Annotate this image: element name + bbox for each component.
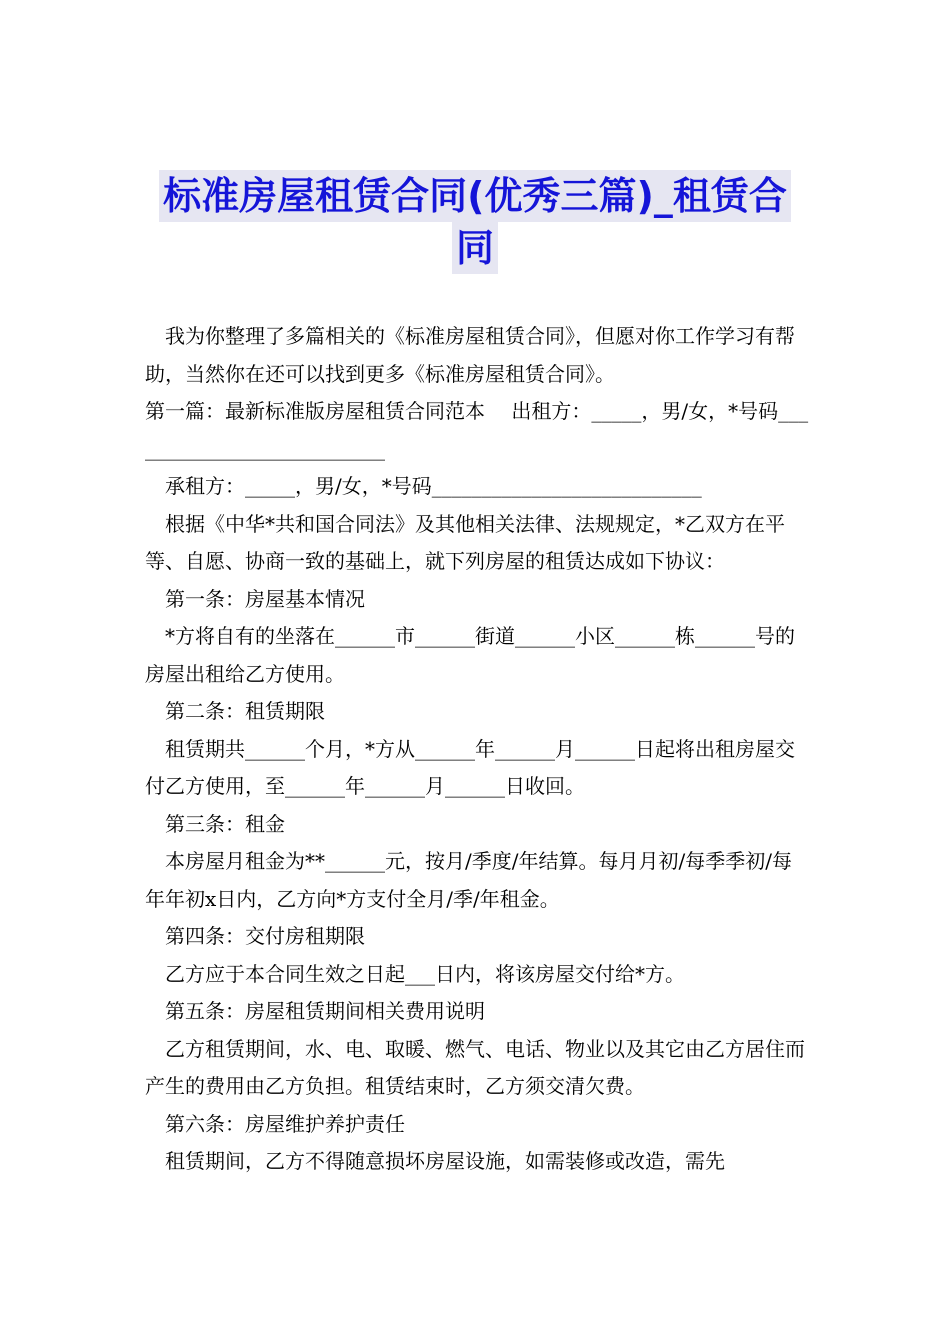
paragraph: 根据《中华*共和国合同法》及其他相关法律、法规规定，*乙双方在平等、自愿、协商一致的基础上，就下列房屋的租赁达成如下协议： — [145, 511, 785, 573]
title-line-2: 同 — [452, 222, 498, 274]
section-heading: 第一条：房屋基本情况 — [165, 586, 365, 611]
paragraph: 乙方租赁期间，水、电、取暖、燃气、电话、物业以及其它由乙方居住而产生的费用由乙方负担。租赁结束时，乙方须交清欠费。 — [145, 1036, 805, 1098]
document-body — [145, 318, 810, 1181]
paragraph: 第一篇：最新标准版房屋租赁合同范本 出租方：_____，男/女，*号码___________________________ — [145, 399, 809, 461]
document-title — [150, 170, 800, 274]
paragraph: 乙方应于本合同生效之日起___日内，将该房屋交付给*方。 — [165, 961, 685, 986]
paragraph: 我为你整理了多篇相关的《标准房屋租赁合同》，但愿对你工作学习有帮助，当然你在还可以找到更多《标准房屋租赁合同》。 — [145, 324, 795, 386]
section-heading: 第六条：房屋维护养护责任 — [165, 1111, 405, 1136]
section-heading: 第五条：房屋租赁期间相关费用说明 — [165, 999, 485, 1023]
paragraph: 本房屋月租金为**______元，按月/季度/年结算。每月月初/每季季初/每年年初x日内，乙方向*方支付全月/季/年租金。 — [145, 849, 792, 911]
section-heading: 第四条：交付房租期限 — [165, 924, 365, 948]
paragraph: 承租方：_____，男/女，*号码___________________________ — [165, 474, 702, 498]
title-line-1: 标准房屋租赁合同(优秀三篇)_租赁合 — [159, 170, 791, 222]
paragraph: 租赁期共______个月，*方从______年______月______日起将出租房屋交付乙方使用，至______年______月______日收回。 — [145, 736, 795, 798]
paragraph: *方将自有的坐落在______市______街道______小区______栋______号的房屋出租给乙方使用。 — [145, 624, 795, 686]
paragraph: 租赁期间，乙方不得随意损坏房屋设施，如需装修或改造，需先 — [165, 1149, 725, 1173]
section-heading: 第二条：租赁期限 — [165, 699, 325, 723]
section-heading: 第三条：租金 — [165, 811, 285, 836]
